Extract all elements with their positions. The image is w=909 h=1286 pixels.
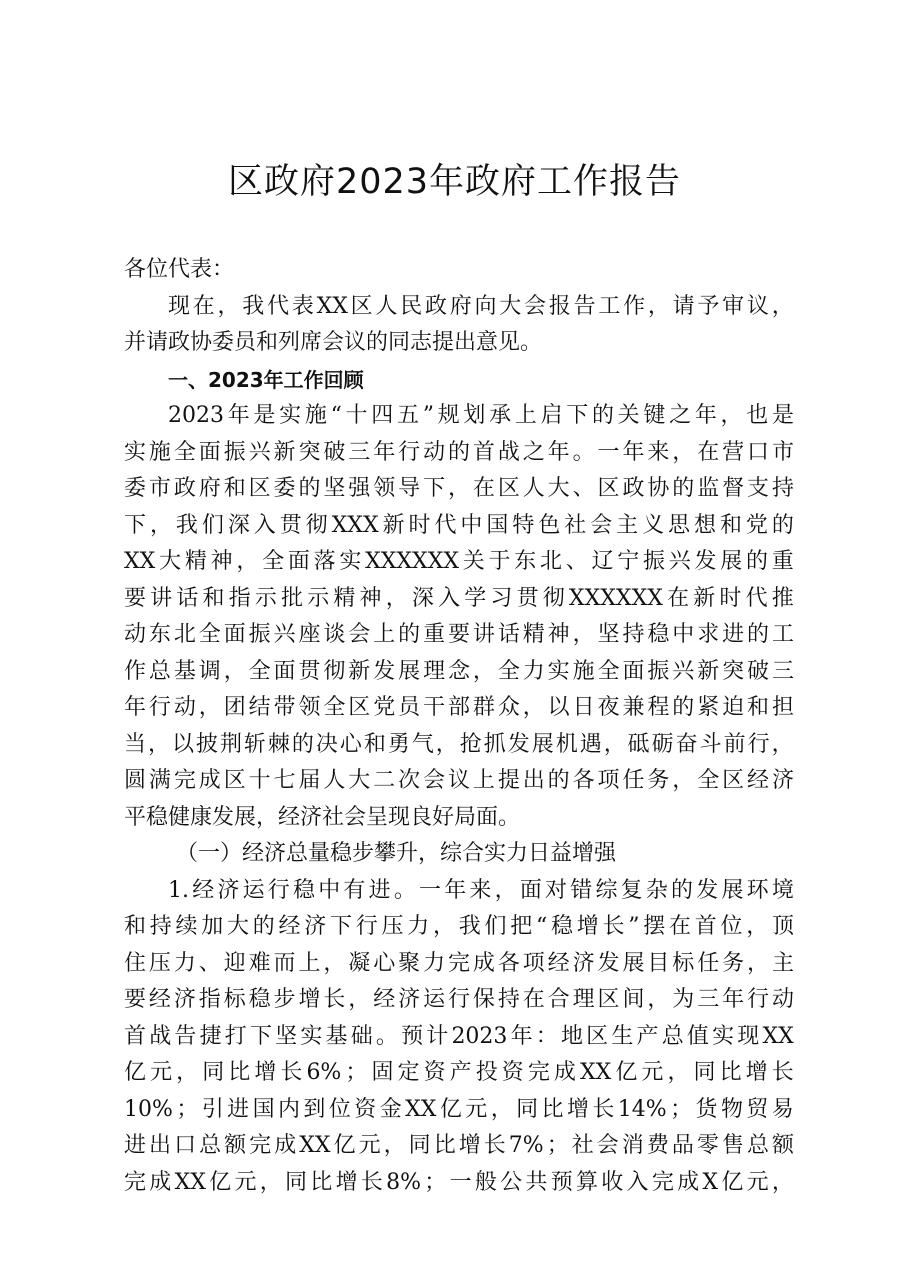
text-line: 委 市 政 府 和 区 委 的 坚 强 领 导 下 ， 在 区 人 大 、 区 政 协 的 监 督 支 持 — [124, 476, 794, 501]
text-line: 要 经 济 指 标 稳 步 增 长 ， 经 济 运 行 保 持 在 合 理 区 间 ， 为 三 年 行 动 — [124, 987, 794, 1012]
text-line: 当 ， 以 披 荆 斩 棘 的 决 心 和 勇 气 ， 抢 抓 发 展 机 遇 ， 砥 砺 奋 斗 前 行 ， — [124, 731, 794, 757]
text-line: 首 战 告 捷 打 下 坚 实 基 础 。 预 计 2023 年 ： 地 区 生 产 总 值 实 现 XX — [124, 1023, 794, 1049]
text-line: 下 ， 我 们 深 入 贯 彻 XXX 新 时 代 中 国 特 色 社 会 主 义 思 想 和 党 的 — [124, 512, 794, 538]
text-line: 圆 满 完 成 区 十 七 届 人 大 二 次 会 议 上 提 出 的 各 项 任 务 ， 全 区 经 济 — [124, 768, 794, 793]
text-line: 并请政协委员和列席会议的同志提出意见。 — [124, 330, 543, 355]
subsection-heading: （一）经济总量稳步攀升，综合实力日益增强 — [176, 841, 617, 866]
text-line: 动 东 北 全 面 振 兴 座 谈 会 上 的 重 要 讲 话 精 神 ， 坚 持 稳 中 求 进 的 工 — [124, 622, 794, 647]
text-line: XX 大 精 神 ， 全 面 落 实 XXXXXX 关 于 东 北 、 辽 宁 振 兴 发 展 的 重 — [124, 549, 794, 574]
text-line: 作 总 基 调 ， 全 面 贯 彻 新 发 展 理 念 ， 全 力 实 施 全 面 振 兴 新 突 破 三 — [124, 658, 794, 684]
text-line: 现 在 ， 我 代 表 XX 区 人 民 政 府 向 大 会 报 告 工 作 ， 请 予 审 议 ， — [168, 293, 794, 319]
document-body — [124, 252, 794, 1201]
text-line: 完 成 XX 亿 元 ， 同 比 增 长 8% ； 一 般 公 共 预 算 收 入 完 成 X 亿 元 ， — [124, 1169, 794, 1195]
text-line: 要 讲 话 和 指 示 批 示 精 神 ， 深 入 学 习 贯 彻 XXXXXX 在 新 时 代 推 — [124, 585, 794, 611]
text-line: 10% ； 引 进 国 内 到 位 资 金 XX 亿 元 ， 同 比 增 长 14% ； 货 物 贸 易 — [124, 1096, 794, 1122]
paragraph-lines — [124, 289, 794, 1202]
section-heading: 一、2023年工作回顾 — [168, 367, 364, 392]
text-line: 2023 年 是 实 施 “ 十 四 五 ” 规 划 承 上 启 下 的 关 键 之 年 ， 也 是 — [168, 403, 794, 428]
text-line: 住 压 力 、 迎 难 而 上 ， 凝 心 聚 力 完 成 各 项 经 济 发 展 目 标 任 务 ， 主 — [124, 950, 794, 976]
text-line: 亿 元 ， 同 比 增 长 6% ； 固 定 资 产 投 资 完 成 XX 亿 元 ， 同 比 增 长 — [124, 1060, 794, 1085]
text-line: 和 持 续 加 大 的 经 济 下 行 压 力 ， 我 们 把 “ 稳 增 长 ” 摆 在 首 位 ， 顶 — [124, 914, 794, 939]
salutation: 各位代表： — [124, 257, 235, 282]
text-line: 年 行 动 ， 团 结 带 领 全 区 党 员 干 部 群 众 ， 以 日 夜 兼 程 的 紧 迫 和 担 — [124, 695, 794, 720]
text-line: 实 施 全 面 振 兴 新 突 破 三 年 行 动 的 首 战 之 年 。 一 年 来 ， 在 营 口 市 — [124, 439, 794, 465]
text-line: 进 出 口 总 额 完 成 XX 亿 元 ， 同 比 增 长 7% ； 社 会 消 费 品 零 售 总 额 — [124, 1133, 794, 1158]
salutation-line — [124, 252, 794, 289]
document-title: 区政府2023年政府工作报告 — [227, 162, 682, 202]
text-line: 平稳健康发展，经济社会呈现良好局面。 — [124, 804, 521, 830]
text-line: 1. 经 济 运 行 稳 中 有 进 。 一 年 来 ， 面 对 错 综 复 杂 的 发 展 环 境 — [168, 877, 794, 903]
